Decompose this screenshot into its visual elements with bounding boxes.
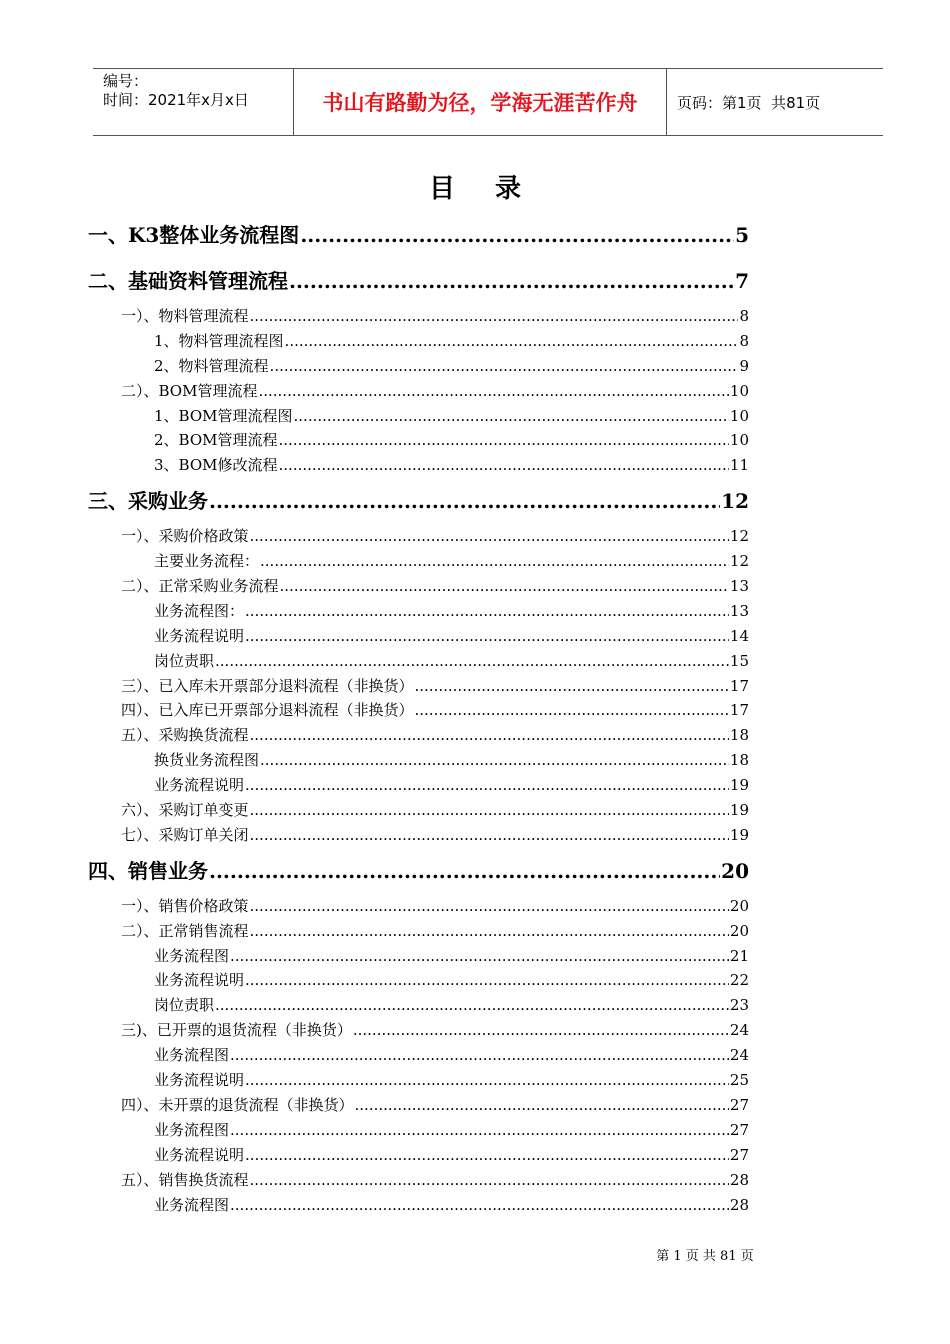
toc-entry-title: 1、BOM管理流程图 bbox=[154, 406, 293, 425]
toc-leader-dots bbox=[215, 649, 729, 674]
toc-leader-dots bbox=[250, 304, 739, 329]
toc-entry[interactable] bbox=[88, 748, 749, 773]
toc-leader-dots bbox=[300, 212, 734, 258]
toc-entry[interactable] bbox=[88, 1068, 749, 1093]
toc-entry-title: 2、物料管理流程 bbox=[154, 356, 269, 375]
toc-entry[interactable] bbox=[88, 304, 749, 329]
footer-page-number: 第 1 页 共 81 页 bbox=[656, 1249, 754, 1264]
toc-leader-dots bbox=[250, 823, 729, 848]
toc-entry-page: 9 bbox=[739, 356, 749, 375]
toc-leader-dots bbox=[415, 698, 729, 723]
toc-entry-page: 19 bbox=[729, 801, 749, 820]
toc-entry-page: 14 bbox=[729, 626, 749, 645]
toc-leader-dots bbox=[250, 798, 729, 823]
toc-entry-page: 24 bbox=[729, 1046, 749, 1065]
toc-entry[interactable] bbox=[88, 212, 749, 258]
toc-entry[interactable] bbox=[88, 894, 749, 919]
toc-entry-title: 业务流程图 bbox=[154, 1046, 230, 1065]
toc-leader-dots bbox=[353, 1018, 729, 1043]
toc-entry[interactable] bbox=[88, 823, 749, 848]
toc-entry[interactable] bbox=[88, 599, 749, 624]
toc-entry-title: 二）、正常采购业务流程 bbox=[121, 577, 279, 596]
toc-entry-title: 岗位责职 bbox=[154, 651, 215, 670]
toc-leader-dots bbox=[245, 599, 729, 624]
toc-entry-title: 一）、采购价格政策 bbox=[121, 527, 249, 546]
toc-leader-dots bbox=[215, 993, 729, 1018]
toc-leader-dots bbox=[279, 453, 729, 478]
toc-entry[interactable] bbox=[88, 574, 749, 599]
toc-leader-dots bbox=[260, 549, 729, 574]
toc-leader-dots bbox=[250, 723, 729, 748]
toc-entry[interactable] bbox=[88, 1143, 749, 1168]
toc-entry[interactable] bbox=[88, 1168, 749, 1193]
toc-entry-page: 10 bbox=[729, 381, 749, 400]
page-footer bbox=[0, 1245, 950, 1264]
toc-entry-page: 20 bbox=[721, 858, 749, 883]
toc-entry-title: 主要业务流程： bbox=[154, 552, 260, 571]
toc-entry[interactable] bbox=[88, 1093, 749, 1118]
toc-entry[interactable] bbox=[88, 1193, 749, 1218]
toc-entry-page: 17 bbox=[729, 701, 749, 720]
toc-entry[interactable] bbox=[88, 549, 749, 574]
toc-entry[interactable] bbox=[88, 478, 749, 524]
toc-leader-dots bbox=[294, 404, 729, 429]
toc-entry[interactable] bbox=[88, 624, 749, 649]
toc-leader-dots bbox=[250, 894, 729, 919]
toc-entry-title: 三、采购业务 bbox=[88, 489, 208, 514]
toc-leader-dots bbox=[260, 748, 729, 773]
toc-leader-dots bbox=[245, 1143, 729, 1168]
toc-entry-title: 六）、采购订单变更 bbox=[121, 801, 249, 820]
toc-entry-page: 12 bbox=[721, 489, 749, 514]
toc-entry-title: 一）、物料管理流程 bbox=[121, 307, 249, 325]
toc-entry-page: 8 bbox=[739, 307, 749, 325]
toc-entry-page: 27 bbox=[729, 1145, 749, 1164]
toc-leader-dots bbox=[289, 258, 734, 304]
toc-entry-page: 24 bbox=[729, 1021, 749, 1040]
toc-entry[interactable] bbox=[88, 649, 749, 674]
toc-entry[interactable] bbox=[88, 258, 749, 304]
toc-entry-title: 业务流程说明 bbox=[154, 971, 245, 990]
toc-entry-page: 18 bbox=[729, 751, 749, 770]
number-label: 编号： bbox=[103, 72, 149, 90]
toc-entry-page: 19 bbox=[729, 776, 749, 795]
toc-entry[interactable] bbox=[88, 379, 749, 404]
toc-leader-dots bbox=[209, 848, 720, 894]
toc-entry-page: 11 bbox=[729, 456, 749, 475]
toc-entry[interactable] bbox=[88, 428, 749, 453]
toc-entry-title: 业务流程图： bbox=[154, 601, 245, 620]
toc-entry-page: 25 bbox=[729, 1071, 749, 1090]
toc-entry-title: 3、BOM修改流程 bbox=[154, 456, 278, 475]
toc-entry-page: 28 bbox=[729, 1170, 749, 1189]
toc-entry-page: 10 bbox=[729, 406, 749, 425]
toc-entry-page: 27 bbox=[729, 1120, 749, 1139]
toc-leader-dots bbox=[230, 1118, 729, 1143]
toc-leader-dots bbox=[285, 329, 739, 354]
toc-entry-title: 五）、采购换货流程 bbox=[121, 726, 249, 745]
toc-entry[interactable] bbox=[88, 1043, 749, 1068]
toc-entry-page: 27 bbox=[729, 1095, 749, 1114]
toc-entry-title: 一、K3整体业务流程图 bbox=[88, 223, 300, 247]
toc-entry[interactable] bbox=[88, 944, 749, 969]
toc-entry-page: 20 bbox=[729, 896, 749, 915]
toc-leader-dots bbox=[230, 1043, 729, 1068]
page-header bbox=[93, 68, 883, 136]
page-title: 目录 bbox=[428, 174, 561, 204]
toc-entry-page: 5 bbox=[735, 223, 749, 247]
toc-entry[interactable] bbox=[88, 354, 749, 379]
toc-entry-title: 业务流程图 bbox=[154, 1195, 230, 1214]
toc-entry-page: 18 bbox=[729, 726, 749, 745]
toc-entry-title: 1、物料管理流程图 bbox=[154, 331, 284, 350]
toc-entry-title: 2、BOM管理流程 bbox=[154, 431, 278, 450]
toc-leader-dots bbox=[230, 944, 729, 969]
toc-entry[interactable] bbox=[88, 798, 749, 823]
toc-entry-title: 七）、采购订单关闭 bbox=[121, 825, 249, 844]
page-label: 页码：第1页 共81页 bbox=[677, 93, 821, 112]
toc-entry-title: 二）、正常销售流程 bbox=[121, 921, 249, 940]
toc-entry[interactable] bbox=[88, 674, 749, 699]
toc-entry[interactable] bbox=[88, 723, 749, 748]
toc-entry-page: 13 bbox=[729, 601, 749, 620]
toc-entry[interactable] bbox=[88, 1018, 749, 1043]
toc-entry-title: 岗位责职 bbox=[154, 996, 215, 1015]
toc-entry[interactable] bbox=[88, 773, 749, 798]
toc-entry[interactable] bbox=[88, 453, 749, 478]
toc-entry[interactable] bbox=[88, 968, 749, 993]
toc-entry-title: 业务流程说明 bbox=[154, 1145, 245, 1164]
toc-entry-title: 业务流程说明 bbox=[154, 776, 245, 795]
toc-leader-dots bbox=[245, 624, 729, 649]
toc-entry[interactable] bbox=[88, 1118, 749, 1143]
toc-entry-page: 7 bbox=[735, 269, 749, 293]
toc-leader-dots bbox=[245, 1068, 729, 1093]
toc-entry[interactable] bbox=[88, 329, 749, 354]
toc-leader-dots bbox=[250, 1168, 729, 1193]
toc-leader-dots bbox=[280, 574, 729, 599]
toc-entry-page: 28 bbox=[729, 1195, 749, 1214]
toc-entry-page: 15 bbox=[729, 651, 749, 670]
toc-leader-dots bbox=[279, 428, 729, 453]
toc-entry-title: 三)、已开票的退货流程（非换货） bbox=[121, 1021, 352, 1040]
toc-entry[interactable] bbox=[88, 848, 749, 894]
toc-entry[interactable] bbox=[88, 698, 749, 723]
toc-entry-page: 22 bbox=[729, 971, 749, 990]
toc-entry-page: 13 bbox=[729, 577, 749, 596]
header-motto: 书山有路勤为径，学海无涯苦作舟 bbox=[294, 69, 667, 135]
toc-entry-title: 二、基础资料管理流程 bbox=[88, 269, 288, 293]
toc-entry[interactable] bbox=[88, 524, 749, 549]
toc-entry-title: 四）、未开票的退货流程（非换货） bbox=[121, 1095, 354, 1114]
toc-entry[interactable] bbox=[88, 993, 749, 1018]
toc-leader-dots bbox=[230, 1193, 729, 1218]
toc-leader-dots bbox=[270, 354, 739, 379]
toc-entry-title: 四）、已入库已开票部分退料流程（非换货） bbox=[121, 701, 414, 720]
header-meta bbox=[93, 69, 294, 135]
toc-leader-dots bbox=[245, 968, 729, 993]
toc-leader-dots bbox=[245, 773, 729, 798]
toc-entry-page: 19 bbox=[729, 825, 749, 844]
toc-leader-dots bbox=[250, 524, 729, 549]
time-label: 时间：2021年x月x日 bbox=[103, 91, 249, 109]
toc-leader-dots bbox=[355, 1093, 729, 1118]
toc-entry-title: 五）、销售换货流程 bbox=[121, 1170, 249, 1189]
header-page bbox=[667, 69, 883, 135]
toc-entry-page: 12 bbox=[729, 527, 749, 546]
toc-leader-dots bbox=[250, 919, 729, 944]
toc-entry-page: 20 bbox=[729, 921, 749, 940]
table-of-contents bbox=[88, 212, 749, 1217]
toc-entry-title: 三）、已入库未开票部分退料流程（非换货） bbox=[121, 676, 414, 695]
toc-entry-title: 换货业务流程图 bbox=[154, 751, 260, 770]
toc-entry-title: 业务流程图 bbox=[154, 1120, 230, 1139]
toc-leader-dots bbox=[415, 674, 729, 699]
toc-entry-page: 17 bbox=[729, 676, 749, 695]
toc-entry-page: 12 bbox=[729, 552, 749, 571]
toc-entry-page: 10 bbox=[729, 431, 749, 450]
toc-entry-title: 业务流程说明 bbox=[154, 626, 245, 645]
toc-entry-title: 二）、BOM管理流程 bbox=[121, 381, 258, 400]
toc-entry-page: 23 bbox=[729, 996, 749, 1015]
toc-leader-dots bbox=[209, 478, 720, 524]
toc-entry-title: 业务流程说明 bbox=[154, 1071, 245, 1090]
toc-entry-page: 21 bbox=[729, 946, 749, 965]
toc-entry-page: 8 bbox=[739, 331, 749, 350]
toc-entry-title: 四、销售业务 bbox=[88, 858, 208, 883]
toc-entry[interactable] bbox=[88, 404, 749, 429]
toc-entry-title: 一）、销售价格政策 bbox=[121, 896, 249, 915]
toc-entry-title: 业务流程图 bbox=[154, 946, 230, 965]
toc-entry[interactable] bbox=[88, 919, 749, 944]
toc-leader-dots bbox=[258, 379, 728, 404]
